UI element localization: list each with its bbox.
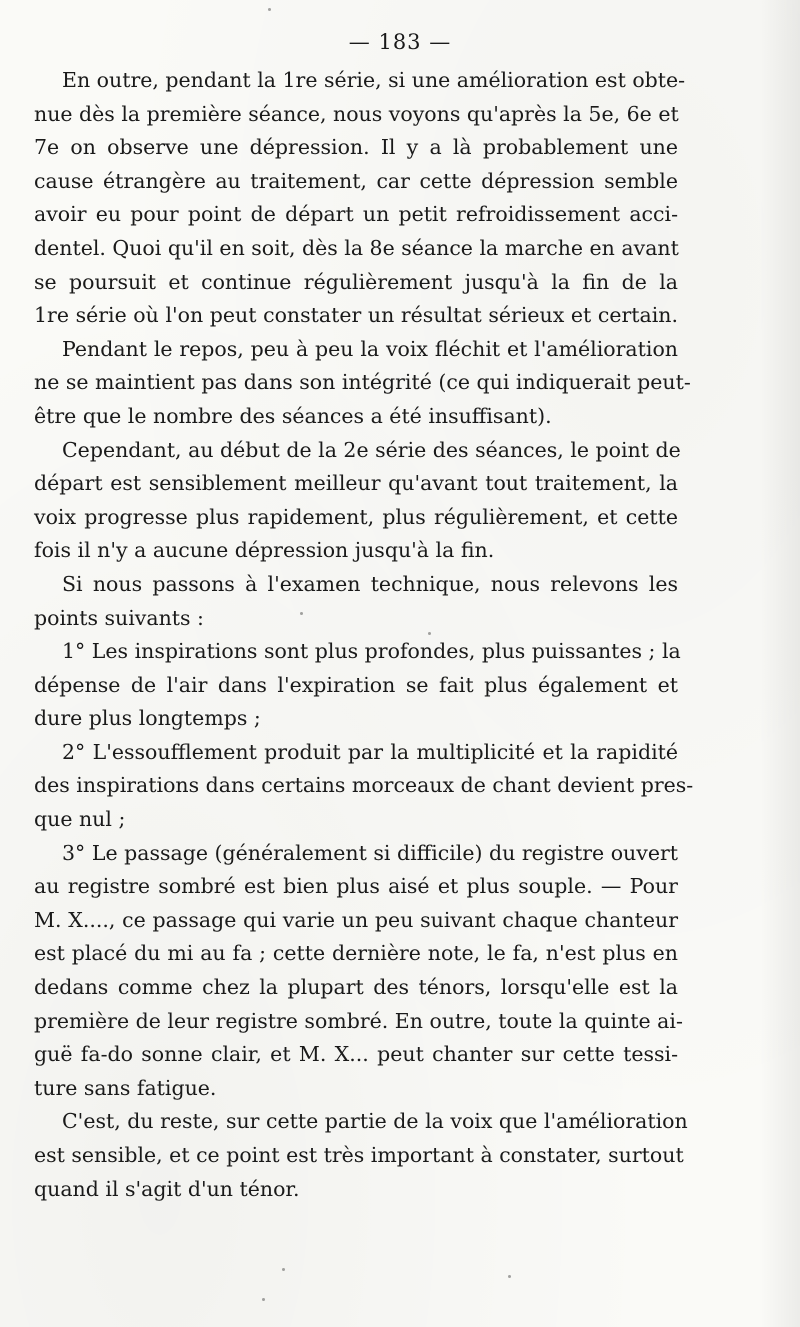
text-line: Cependant, au début de la 2e série des séances, le point de	[62, 437, 681, 462]
text-line: que nul ;	[34, 807, 126, 832]
text-line: est placé du mi au fa ; cette dernière note, le fa, n'est plus en	[34, 941, 678, 966]
text-line: 1° Les inspirations sont plus profondes, plus puissantes ; la	[62, 639, 681, 664]
paragraph	[34, 635, 681, 736]
text-line: C'est, du reste, sur cette partie de la voix que l'amélioration	[62, 1109, 688, 1134]
text-line: M. X...., ce passage qui varie un peu suivant chaque chanteur	[34, 907, 678, 932]
text-line: voix progresse plus rapidement, plus régulièrement, et cette	[34, 504, 678, 529]
text-line: ture sans fatigue.	[34, 1075, 217, 1100]
scan-speck	[282, 1268, 285, 1271]
scan-speck	[300, 612, 303, 615]
text-line: 3° Le passage (généralement si difficile) du registre ouvert	[62, 840, 678, 865]
scan-speck	[262, 1298, 265, 1301]
text-line: ne se maintient pas dans son intégrité (ce qui indiquerait peut-	[34, 370, 691, 395]
text-line: cause étrangère au traitement, car cette dépression semble	[34, 168, 678, 193]
text-line: quand il s'agit d'un ténor.	[34, 1176, 300, 1201]
paragraph	[34, 837, 683, 1106]
text-line: guë fa-do sonne clair, et M. X... peut chanter sur cette tessi-	[34, 1042, 678, 1067]
text-line: dépense de l'air dans l'expiration se fait plus également et	[34, 672, 678, 697]
text-line: 2° L'essoufflement produit par la multiplicité et la rapidité	[62, 739, 678, 764]
paragraph	[34, 568, 678, 635]
text-line: 1re série où l'on peut constater un résultat sérieux et certain.	[34, 303, 678, 328]
text-line: points suivants :	[34, 605, 204, 630]
paragraph	[34, 736, 694, 837]
scan-speck	[428, 632, 431, 635]
text-line: dentel. Quoi qu'il en soit, dès la 8e séance la marche en avant	[34, 235, 679, 260]
text-line: avoir eu pour point de départ un petit refroidissement acci-	[34, 202, 678, 227]
text-line: être que le nombre des séances a été insuffisant).	[34, 403, 552, 428]
text-line: En outre, pendant la 1re série, si une amélioration est obte-	[62, 68, 686, 92]
text-line: se poursuit et continue régulièrement jusqu'à la fin de la	[34, 269, 678, 294]
text-line: 7e on observe une dépression. Il y a là probablement une	[34, 135, 678, 160]
text-line: Si nous passons à l'examen technique, nous relevons les	[62, 571, 678, 596]
text-line: première de leur registre sombré. En outre, toute la quinte ai-	[34, 1008, 683, 1033]
text-line: dedans comme chez la plupart des ténors, lorsqu'elle est la	[34, 975, 678, 1000]
text-line: dure plus longtemps ;	[34, 706, 261, 731]
body-text	[34, 64, 694, 1206]
scan-speck	[268, 8, 271, 11]
text-line: nue dès la première séance, nous voyons qu'après la 5e, 6e et	[34, 101, 679, 126]
text-line: départ est sensiblement meilleur qu'avant tout traitement, la	[34, 471, 678, 496]
page-edge-shadow	[760, 0, 800, 1327]
text-line: des inspirations dans certains morceaux de chant devient pres-	[34, 773, 694, 798]
paragraph	[34, 434, 681, 568]
paragraph	[34, 64, 686, 333]
text-line: est sensible, et ce point est très important à constater, surtout	[34, 1143, 684, 1167]
text-line: fois il n'y a aucune dépression jusqu'à la fin.	[34, 538, 495, 563]
scan-speck	[508, 1275, 511, 1278]
text-line: Pendant le repos, peu à peu la voix fléchit et l'amélioration	[62, 336, 678, 361]
page-number: — 183 —	[348, 30, 452, 54]
paragraph	[34, 1105, 688, 1206]
paragraph	[34, 333, 691, 434]
text-line: au registre sombré est bien plus aisé et plus souple. — Pour	[34, 874, 678, 899]
